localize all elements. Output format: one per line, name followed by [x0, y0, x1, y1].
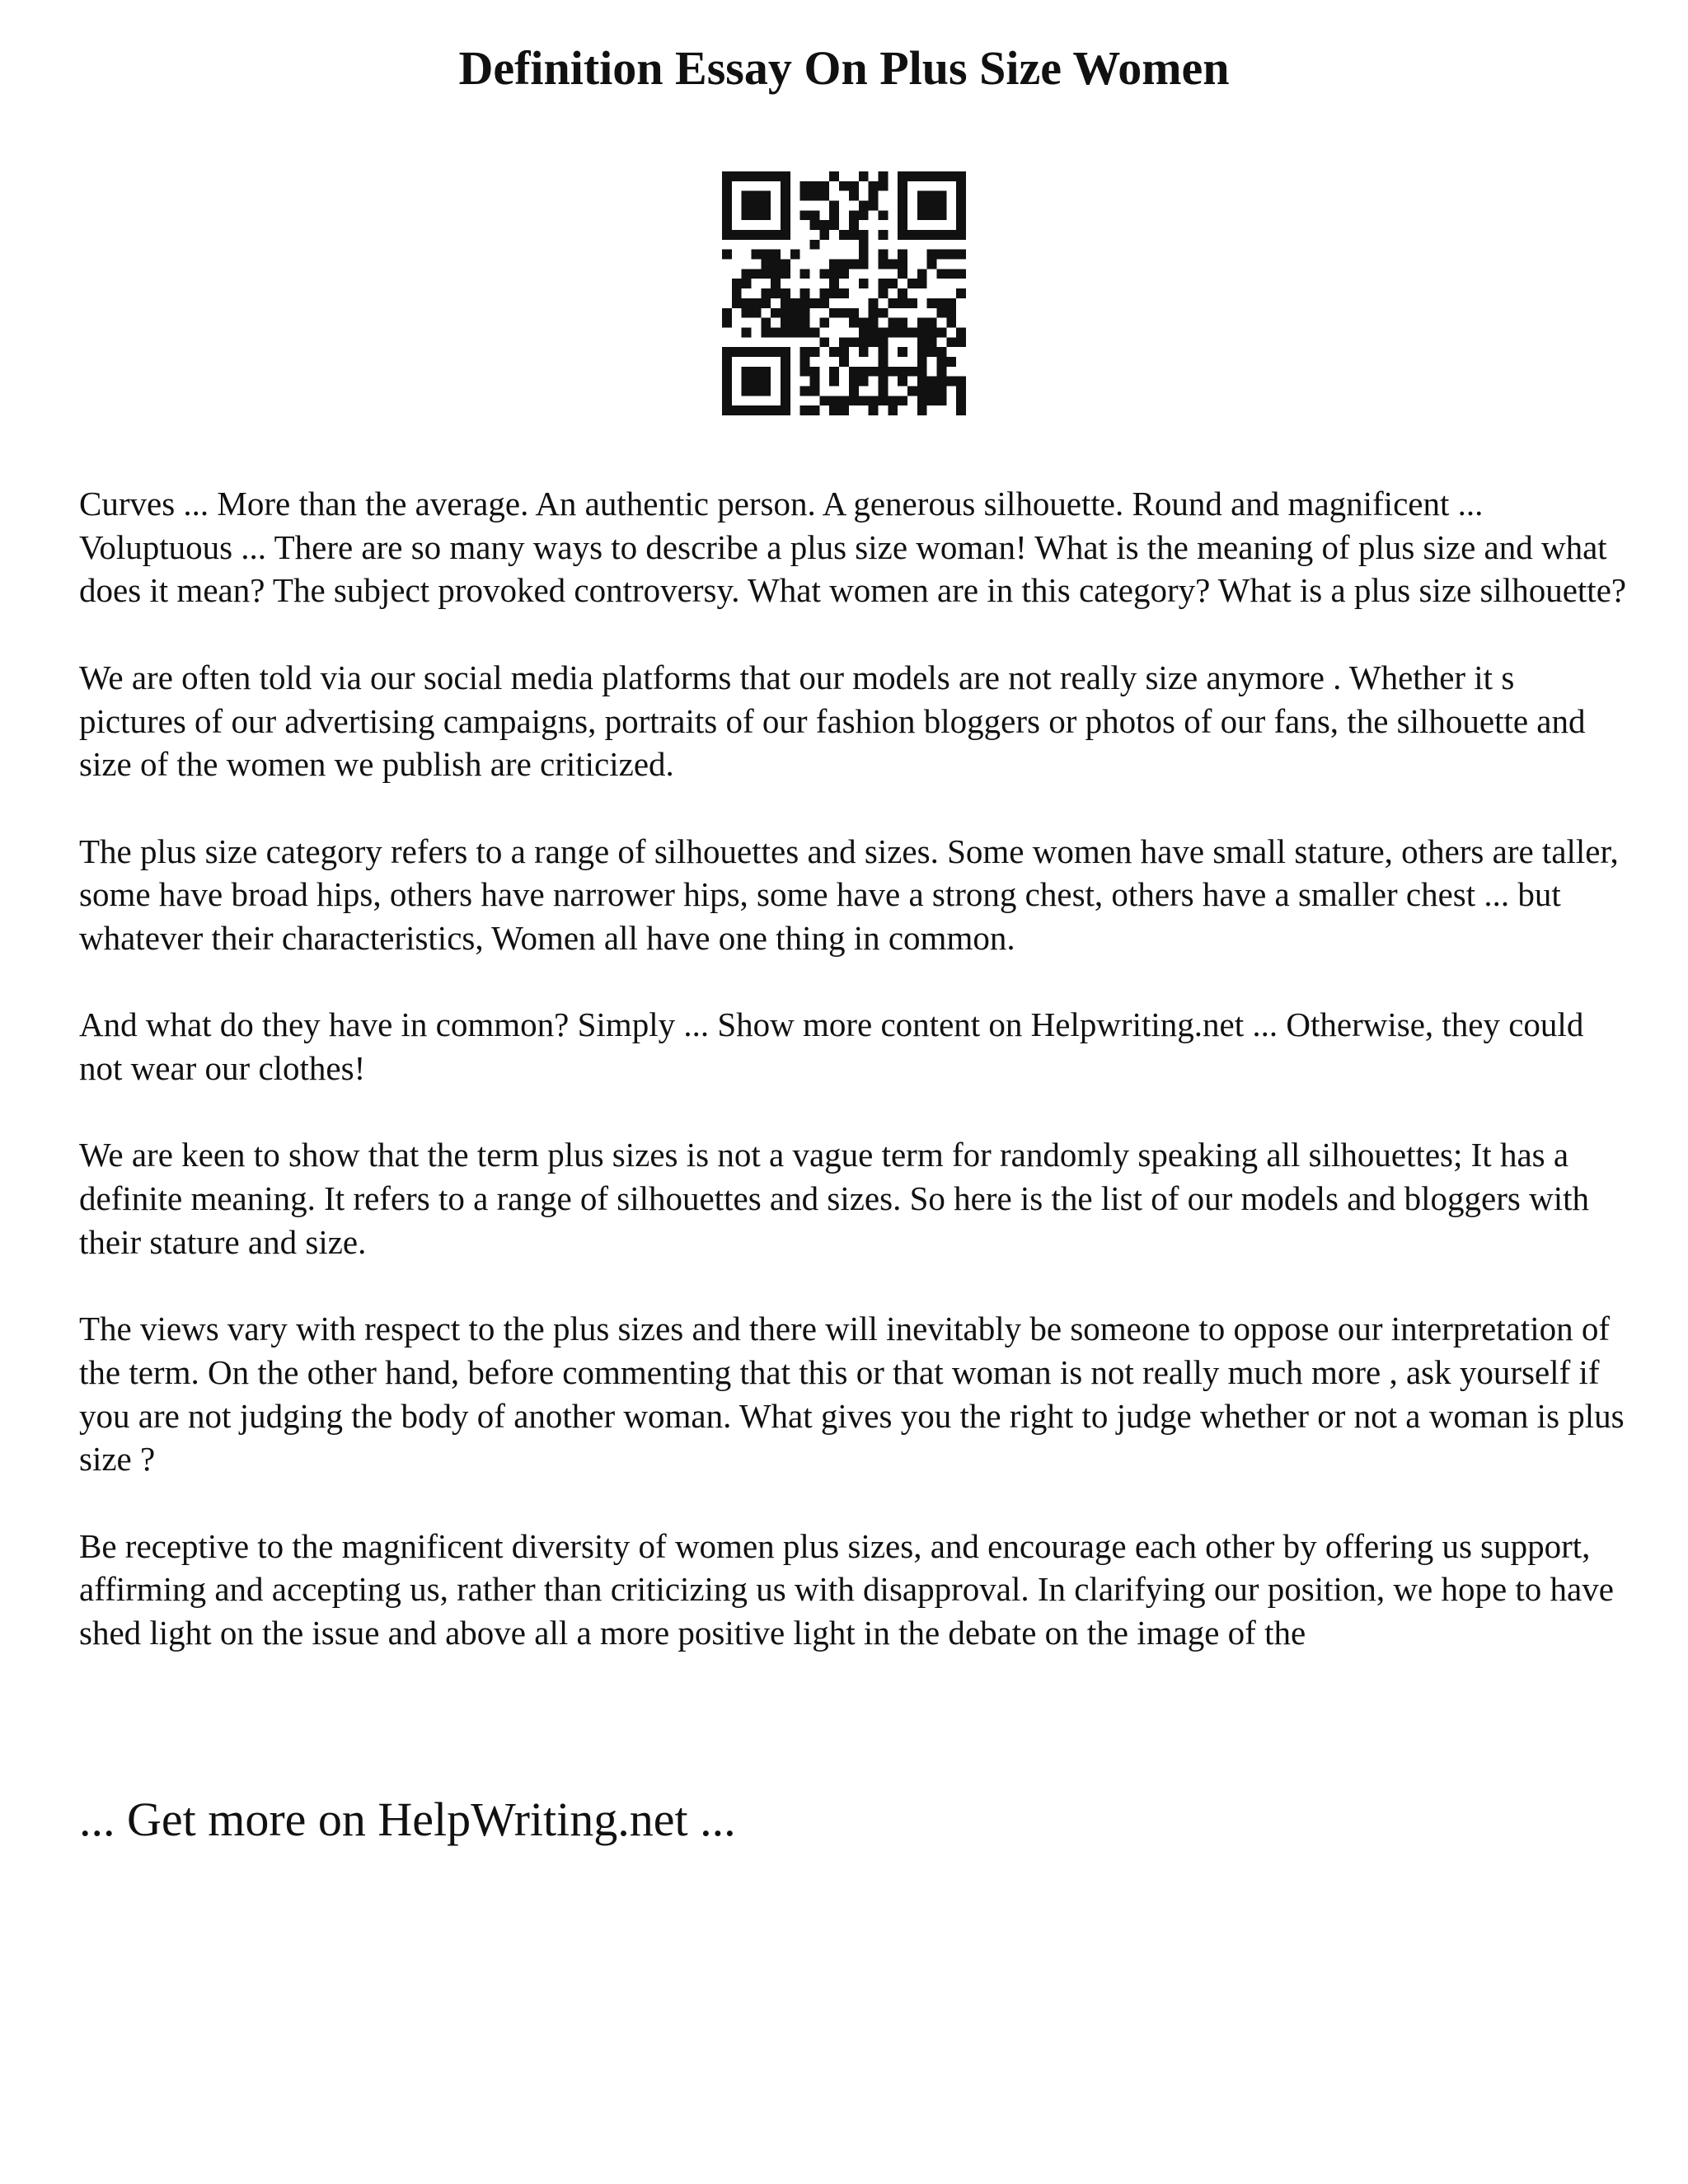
paragraph: The plus size category refers to a range of silhouettes and sizes. Some women have small stature, others are taller, some have broad hips, others have narrower hips, some have a strong chest, others have a smaller chest ... but whatever their characteristics, Women all have one thing in common.: [79, 832, 1619, 957]
essay-body: [79, 482, 1629, 1699]
paragraph: Be receptive to the magnificent diversity of women plus sizes, and encourage each other by offering us support, affirming and accepting us, rather than criticizing us with disapproval. In clarifying our position, we hope to have shed light on the issue and above all a more positive light in the debate on the image of the: [79, 1526, 1614, 1652]
paragraph: And what do they have in common? Simply ... Show more content on Helpwriting.net ... Otherwise, they could not wear our clothes!: [79, 1005, 1584, 1088]
paragraph: We are keen to show that the term plus sizes is not a vague term for randomly speaking all silhouettes; It has a definite meaning. It refers to a range of silhouettes and sizes. So here is the list of our models and bloggers with their stature and size.: [79, 1136, 1590, 1261]
page-title: Definition Essay On Plus Size Women: [458, 41, 1230, 95]
paragraph: We are often told via our social media platforms that our models are not really size anymore . Whether it s pictures of our advertising campaigns, portraits of our fashion bloggers or photos of our fans, the silhouette and size of the women we publish are criticized.: [79, 658, 1586, 784]
paragraph: Curves ... More than the average. An authentic person. A generous silhouette. Round and magnificent ... Voluptuous ... There are so many ways to describe a plus size woman! What is the meaning of plus size and what does it mean? The subject provoked controversy. What women are in this category? What is a plus size silhouette?: [79, 485, 1627, 610]
get-more-link[interactable]: ... Get more on HelpWriting.net ...: [79, 1793, 736, 1846]
qr-code-icon: [722, 171, 966, 415]
paragraph: The views vary with respect to the plus sizes and there will inevitably be someone to oppose our interpretation of the term. On the other hand, before commenting that this or that woman is not really much more , ask yourself if you are not judging the body of another woman. What gives you the right to judge whether or not a woman is plus size ?: [79, 1310, 1625, 1479]
